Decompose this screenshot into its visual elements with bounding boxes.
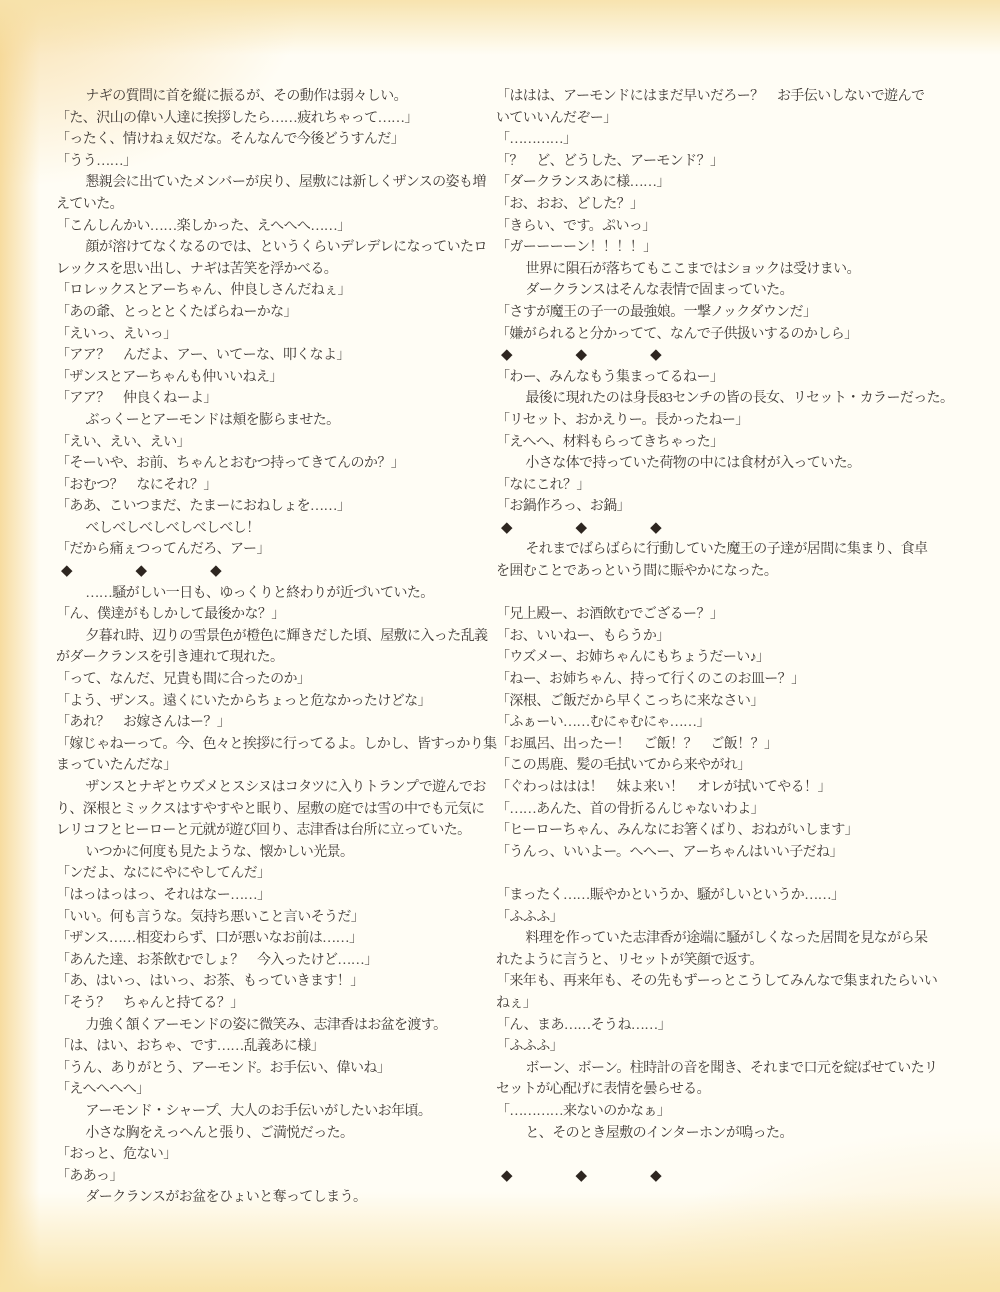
text-line: 「はっはっはっ、それはなー……」: [56, 887, 271, 903]
text-line: レリコフとヒーローと元就が遊び回り、志津香は台所に立っていた。: [56, 823, 471, 839]
text-line: 「あの爺、とっととくたばらねーかな」: [56, 304, 297, 320]
text-line: ナギの質問に首を縦に振るが、その動作は弱々しい。: [72, 89, 407, 104]
text-line: 「お風呂、出ったー！ ご飯！？ ご飯！？」: [496, 736, 778, 752]
text-line: 「ロレックスとアーちゃん、仲良しさんだねぇ」: [56, 283, 351, 299]
text-line: 「ンだよ、なににやにやしてんだ」: [56, 866, 271, 882]
text-line: えていた。: [56, 196, 123, 212]
text-line: 世界に隕石が落ちてもここまではショックは受けまい。: [512, 261, 860, 277]
text-line: 夕暮れ時、辺りの雪景色が橙色に輝きだした頃、屋敷に入った乱義: [72, 628, 488, 644]
text-line: と、そのとき屋敷のインターホンが鳴った。: [512, 1125, 793, 1141]
text-line: 「えへへへへ」: [56, 1082, 150, 1098]
text-line: れたように言うと、リセットが笑顔で返す。: [496, 952, 763, 968]
text-line: アーモンド・シャープ、大人のお手伝いがしたいお年頃。: [72, 1103, 432, 1119]
text-line: がダークランスを引き連れて現れた。: [56, 650, 284, 666]
text-line: 「ねー、お姉ちゃん、持って行くのこのお皿ー？」: [496, 672, 805, 688]
text-line: り、深根とミックスはすやすやと眠り、屋敷の庭では雪の中でも元気に: [56, 801, 485, 817]
text-line: 「ふぁーい……むにゃむにゃ……」: [496, 715, 710, 731]
diamond-separator: ◆ ◆ ◆: [501, 347, 686, 364]
text-line: 「いい。何も言うな。気持ち悪いこと言いそうだ」: [56, 909, 365, 925]
text-line: 「きらい、です。ぷいっ」: [496, 218, 656, 234]
text-line: 「ああ、こいつまだ、たまーにおねしょを……」: [56, 499, 351, 515]
text-line: 「おっと、危ない」: [56, 1147, 177, 1163]
text-line: 「さすが魔王の子一の最強娘。一撃ノックダウンだ」: [496, 304, 817, 320]
diamond-separator: ◆ ◆ ◆: [501, 1167, 686, 1184]
text-line: を囲むことであっという間に賑やかになった。: [496, 564, 778, 580]
text-line: 「ザンスとアーちゃんも仲いいねえ」: [56, 369, 283, 385]
text-line: 「…………」: [496, 132, 577, 148]
text-line: 「まったく……賑やかというか、騒がしいというか……」: [496, 887, 845, 903]
text-line: 小さな体で持っていた荷物の中には食材が入っていた。: [512, 456, 861, 472]
text-line: いつかに何度も見たような、懐かしい光景。: [72, 844, 354, 860]
text-line: 「わー、みんなもう集まってるねー」: [496, 369, 724, 385]
text-line: 「ザンス……相変わらず、口が悪いなお前は……」: [56, 931, 363, 947]
text-line: 小さな胸をえっへんと張り、ご満悦だった。: [72, 1125, 354, 1141]
text-line: 「お、おお、どした？」: [496, 196, 644, 212]
text-line: それまでばらばらに行動していた魔王の子達が居間に集まり、食卓: [512, 542, 928, 558]
text-line: 「？ ど、どうした、アーモンド？」: [496, 153, 724, 169]
text-line: 「なにこれ？」: [496, 477, 590, 493]
text-line: 「お、いいねー、もらうか」: [496, 628, 670, 644]
text-line: 「……あんた、首の骨折るんじゃないわよ」: [496, 801, 764, 817]
text-line: 「おむつ？ なにそれ？」: [56, 477, 217, 493]
text-line: 「あれ？ お嫁さんはー？」: [56, 715, 231, 731]
text-line: 「えい、えい、えい」: [56, 434, 190, 450]
text-line: 「ったく、情けねぇ奴だな。そんなんで今後どうすんだ」: [56, 132, 405, 148]
diamond-separator: ◆ ◆ ◆: [501, 519, 686, 536]
text-line: 「って、なんだ、兄貴も間に合ったのか」: [56, 672, 311, 688]
text-line: 「えへへ、材料もらってきちゃった」: [496, 434, 724, 450]
text-line: 「深根、ご飯だから早くこっちに来なさい」: [496, 693, 764, 709]
text-line: 「この馬鹿、髪の毛拭いてから来やがれ」: [496, 758, 751, 774]
text-line: ダークランスがお盆をひょいと奪ってしまう。: [72, 1190, 367, 1206]
text-line: ザンスとナギとウズメとスシヌはコタツに入りトランプで遊んでお: [72, 780, 486, 795]
text-line: 「ダークランスあに様……」: [496, 175, 670, 191]
text-line: 「ん、僕達がもしかして最後かな？」: [56, 607, 285, 623]
text-line: 料理を作っていた志津香が途端に騒がしくなった居間を見ながら呆: [512, 931, 928, 947]
text-line: 懇親会に出ていたメンバーが戻り、屋敷には新しくザンスの姿も増: [72, 175, 486, 191]
left-column: [56, 86, 496, 1209]
text-line: 「…………来ないのかなぁ」: [496, 1103, 671, 1119]
text-line: いていいんだぞー」: [496, 110, 617, 126]
text-line: 「うん、ありがとう、アーモンド。お手伝い、偉いね」: [56, 1060, 391, 1076]
text-line: 「ぐわっははは！ 妹よ来い！ オレが拭いてやる！」: [496, 780, 831, 795]
text-line: レックスを思い出し、ナギは苦笑を浮かべる。: [56, 261, 338, 277]
text-line: 「来年も、再来年も、その先もずーっとこうしてみんなで集まれたらいい: [496, 974, 938, 990]
text-line: 力強く頷くアーモンドの姿に微笑み、志津香はお盆を渡す。: [72, 1017, 447, 1033]
text-line: 「た、沢山の偉い人達に挨拶したら……疲れちゃって……」: [56, 110, 418, 126]
text-line: ぶっくーとアーモンドは頬を膨らませた。: [72, 412, 340, 428]
text-line: ボーン、ボーン。柱時計の音を聞き、それまで口元を綻ばせていたリ: [512, 1060, 938, 1076]
text-line: 「ガーーーーン！！！！」: [496, 240, 657, 256]
text-line: 「こんしんかい……楽しかった、えへへへ……」: [56, 218, 351, 234]
text-line: セットが心配げに表情を曇らせる。: [496, 1082, 710, 1098]
text-line: 「お鍋作ろっ、お鍋」: [496, 499, 630, 515]
text-line: 「そーいや、お前、ちゃんとおむつ持ってきてんのか？」: [56, 456, 405, 472]
diamond-separator: ◆ ◆ ◆: [61, 563, 246, 580]
text-line: 「ん、まあ……そうね……」: [496, 1017, 672, 1033]
text-line: 「だから痛ぇつってんだろ、アー」: [56, 542, 270, 558]
blank-line: [496, 1144, 956, 1166]
text-line: 「そう？ ちゃんと持てる？」: [56, 995, 244, 1011]
text-line: 「あ、はいっ、はいっ、お茶、もっていきます！」: [56, 974, 364, 990]
text-line: 「兄上殿ー、お酒飲むでござるー？」: [496, 607, 724, 623]
text-line: 「ウズメー、お姉ちゃんにもちょうだーい♪」: [496, 650, 770, 666]
text-line: ダークランスはそんな表情で固まっていた。: [512, 283, 793, 299]
text-line: 最後に現れたのは身長83センチの皆の長女、リセット・カラーだった。: [512, 391, 954, 407]
text-line: 「えいっ、えいっ」: [56, 326, 177, 342]
text-line: 「うう……」: [56, 153, 137, 169]
text-line: 「ははは、アーモンドにはまだ早いだろー？ お手伝いしないで遊んで: [496, 89, 925, 104]
text-line: 「よう、ザンス。遠くにいたからちょっと危なかったけどな」: [56, 693, 431, 709]
text-line: 「ヒーローちゃん、みんなにお箸くばり、おねがいします」: [496, 823, 859, 839]
text-line: まっていたんだな」: [56, 758, 177, 774]
text-line: 「アア？ 仲良くねーよ」: [56, 391, 217, 407]
text-line: 顔が溶けてなくなるのでは、というくらいデレデレになっていたロ: [72, 240, 487, 256]
text-line: 「嫌がられると分かってて、なんで子供扱いするのかしら」: [496, 326, 858, 342]
text-line: 「ふふふ」: [496, 909, 563, 925]
text-line: ねぇ」: [496, 995, 537, 1011]
text-line: 「ふふふ」: [496, 1039, 563, 1055]
text-line: 「は、はい、おちゃ、です……乱義あに様」: [56, 1039, 324, 1055]
text-line: ……騒がしい一日も、ゆっくりと終わりが近づいていた。: [72, 585, 434, 601]
text-line: 「ああっ」: [56, 1168, 123, 1184]
right-column: [496, 86, 956, 1187]
text-line: 「リセット、おかえりー。長かったねー」: [496, 412, 749, 428]
text-line: 「うんっ、いいよー。へへー、アーちゃんはいい子だね」: [496, 844, 843, 860]
blank-line: [496, 863, 956, 885]
text-line: 「嫁じゃねーって。今、色々と挨拶に行ってるよ。しかし、皆すっかり集: [56, 736, 497, 752]
text-line: 「アア？ んだよ、アー、いてーな、叩くなよ」: [56, 348, 350, 364]
text-line: 「あんた達、お茶飲むでしょ？ 今入ったけど……」: [56, 952, 378, 968]
text-line: べしべしべしべしべしべし！: [72, 520, 260, 536]
blank-line: [496, 583, 956, 605]
